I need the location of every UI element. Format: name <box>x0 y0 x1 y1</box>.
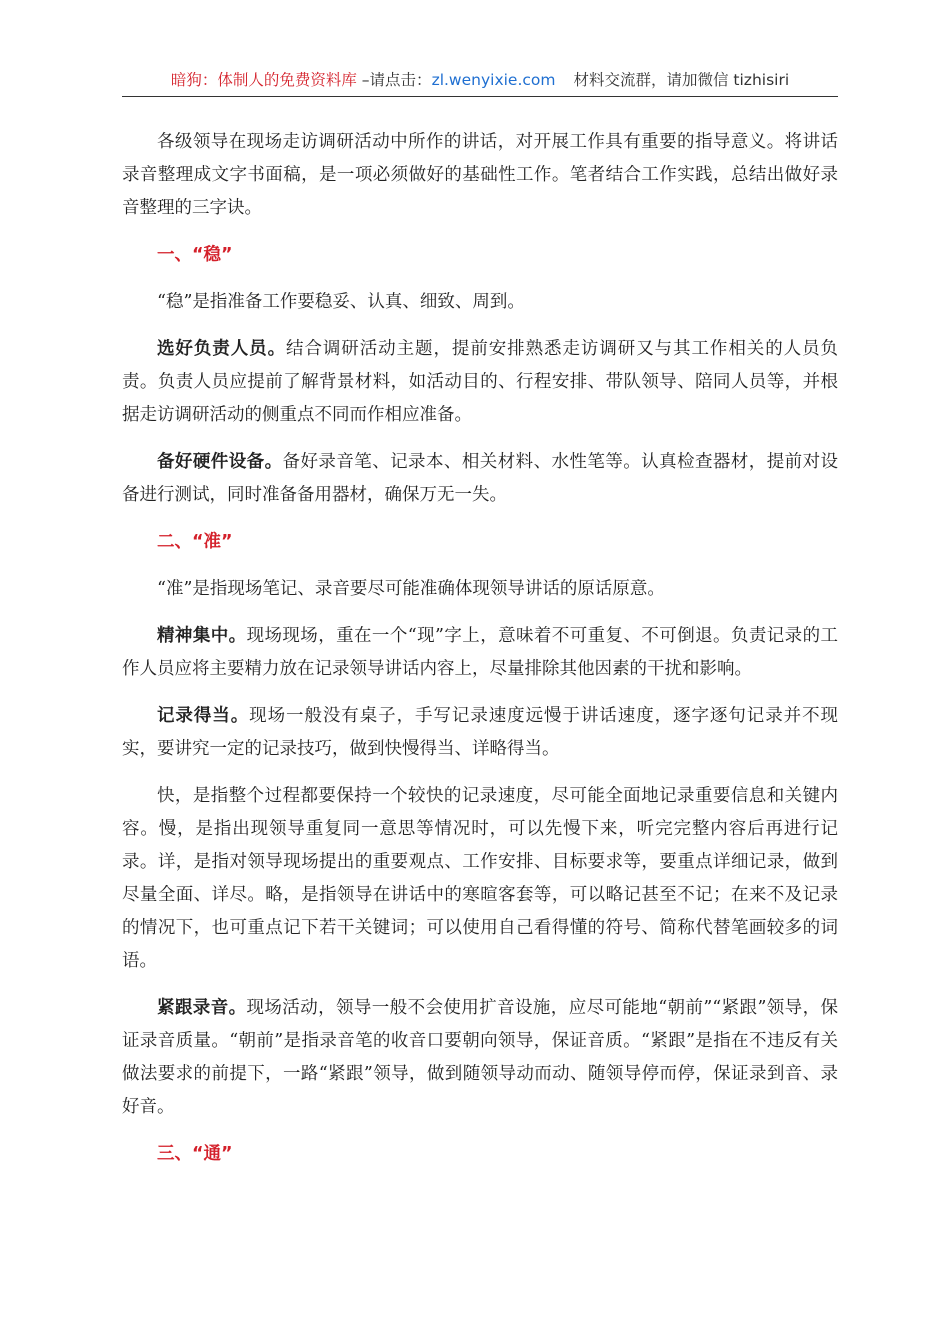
item-text: 现场活动，领导一般不会使用扩音设施，应尽可能地“朝前”“紧跟”领导，保证录音质量。“朝前”是指录音笔的收音口要朝向领导，保证音质。“紧跟”是指在不违反有关做法要求的前提下，一路“紧跟”领导，做到随领导动而动、随领导停而停，保证录到音、录好音。 <box>122 998 838 1117</box>
section-2-detail-paragraph: 快，是指整个过程都要保持一个较快的记录速度，尽可能全面地记录重要信息和关键内容。慢，是指出现领导重复同一意思等情况时，可以先慢下来，听完完整内容后再进行记录。详，是指对领导现场提出的重要观点、工作安排、目标要求等，要重点详细记录，做到尽量全面、详尽。略，是指领导在讲话中的寒暄客套等，可以略记甚至不记；在来不及记录的情况下，也可重点记下若干关键词；可以使用自己看得懂的符号、简称代替笔画较多的词语。 <box>122 786 838 971</box>
item-lead: 紧跟录音。 <box>157 998 247 1018</box>
section-1-item-1 <box>122 333 838 432</box>
section-2-item-2 <box>122 700 838 766</box>
intro-paragraph: 各级领导在现场走访调研活动中所作的讲话，对开展工作具有重要的指导意义。将讲话录音整理成文字书面稿，是一项必须做好的基础性工作。笔者结合工作实践，总结出做好录音整理的三字诀。 <box>122 132 838 218</box>
header-link[interactable]: zl.wenyixie.com <box>431 71 556 89</box>
section-1-item-2 <box>122 446 838 512</box>
article-body <box>122 126 838 1185</box>
item-text: 备好录音笔、记录本、相关材料、水性笔等。认真检查器材，提前对设备进行测试，同时准备备用器材，确保万无一失。 <box>122 452 839 505</box>
item-lead: 选好负责人员。 <box>157 339 287 359</box>
item-lead: 精神集中。 <box>157 626 247 646</box>
section-heading-2: 二、“准” <box>157 532 233 552</box>
page-header <box>122 68 838 97</box>
section-2-item-3 <box>122 992 838 1124</box>
item-lead: 备好硬件设备。 <box>157 452 283 472</box>
section-heading-3: 三、“通” <box>157 1144 233 1164</box>
item-text: 结合调研活动主题，提前安排熟悉走访调研又与其工作相关的人员负责。负责人员应提前了解背景材料，如活动目的、行程安排、带队领导、陪同人员等，并根据走访调研活动的侧重点不同而作相应准备。 <box>122 339 838 425</box>
section-heading-1: 一、“稳” <box>157 245 233 265</box>
header-brand: 暗狗：体制人的免费资料库 <box>170 71 357 89</box>
section-1-summary: “稳”是指准备工作要稳妥、认真、细致、周到。 <box>157 292 525 312</box>
item-text: 现场现场，重在一个“现”字上，意味着不可重复、不可倒退。负责记录的工作人员应将主要精力放在记录领导讲话内容上，尽量排除其他因素的干扰和影响。 <box>122 626 839 679</box>
item-text: 现场一般没有桌子，手写记录速度远慢于讲话速度，逐字逐句记录并不现实，要讲究一定的记录技巧，做到快慢得当、详略得当。 <box>122 706 839 759</box>
item-lead: 记录得当。 <box>157 706 250 726</box>
header-contact: 材料交流群，请加微信 tizhisiri <box>573 71 790 89</box>
section-2-summary: “准”是指现场笔记、录音要尽可能准确体现领导讲话的原话原意。 <box>157 579 665 599</box>
section-2-item-1 <box>122 620 838 686</box>
header-click-prefix: –请点击： <box>356 71 432 89</box>
